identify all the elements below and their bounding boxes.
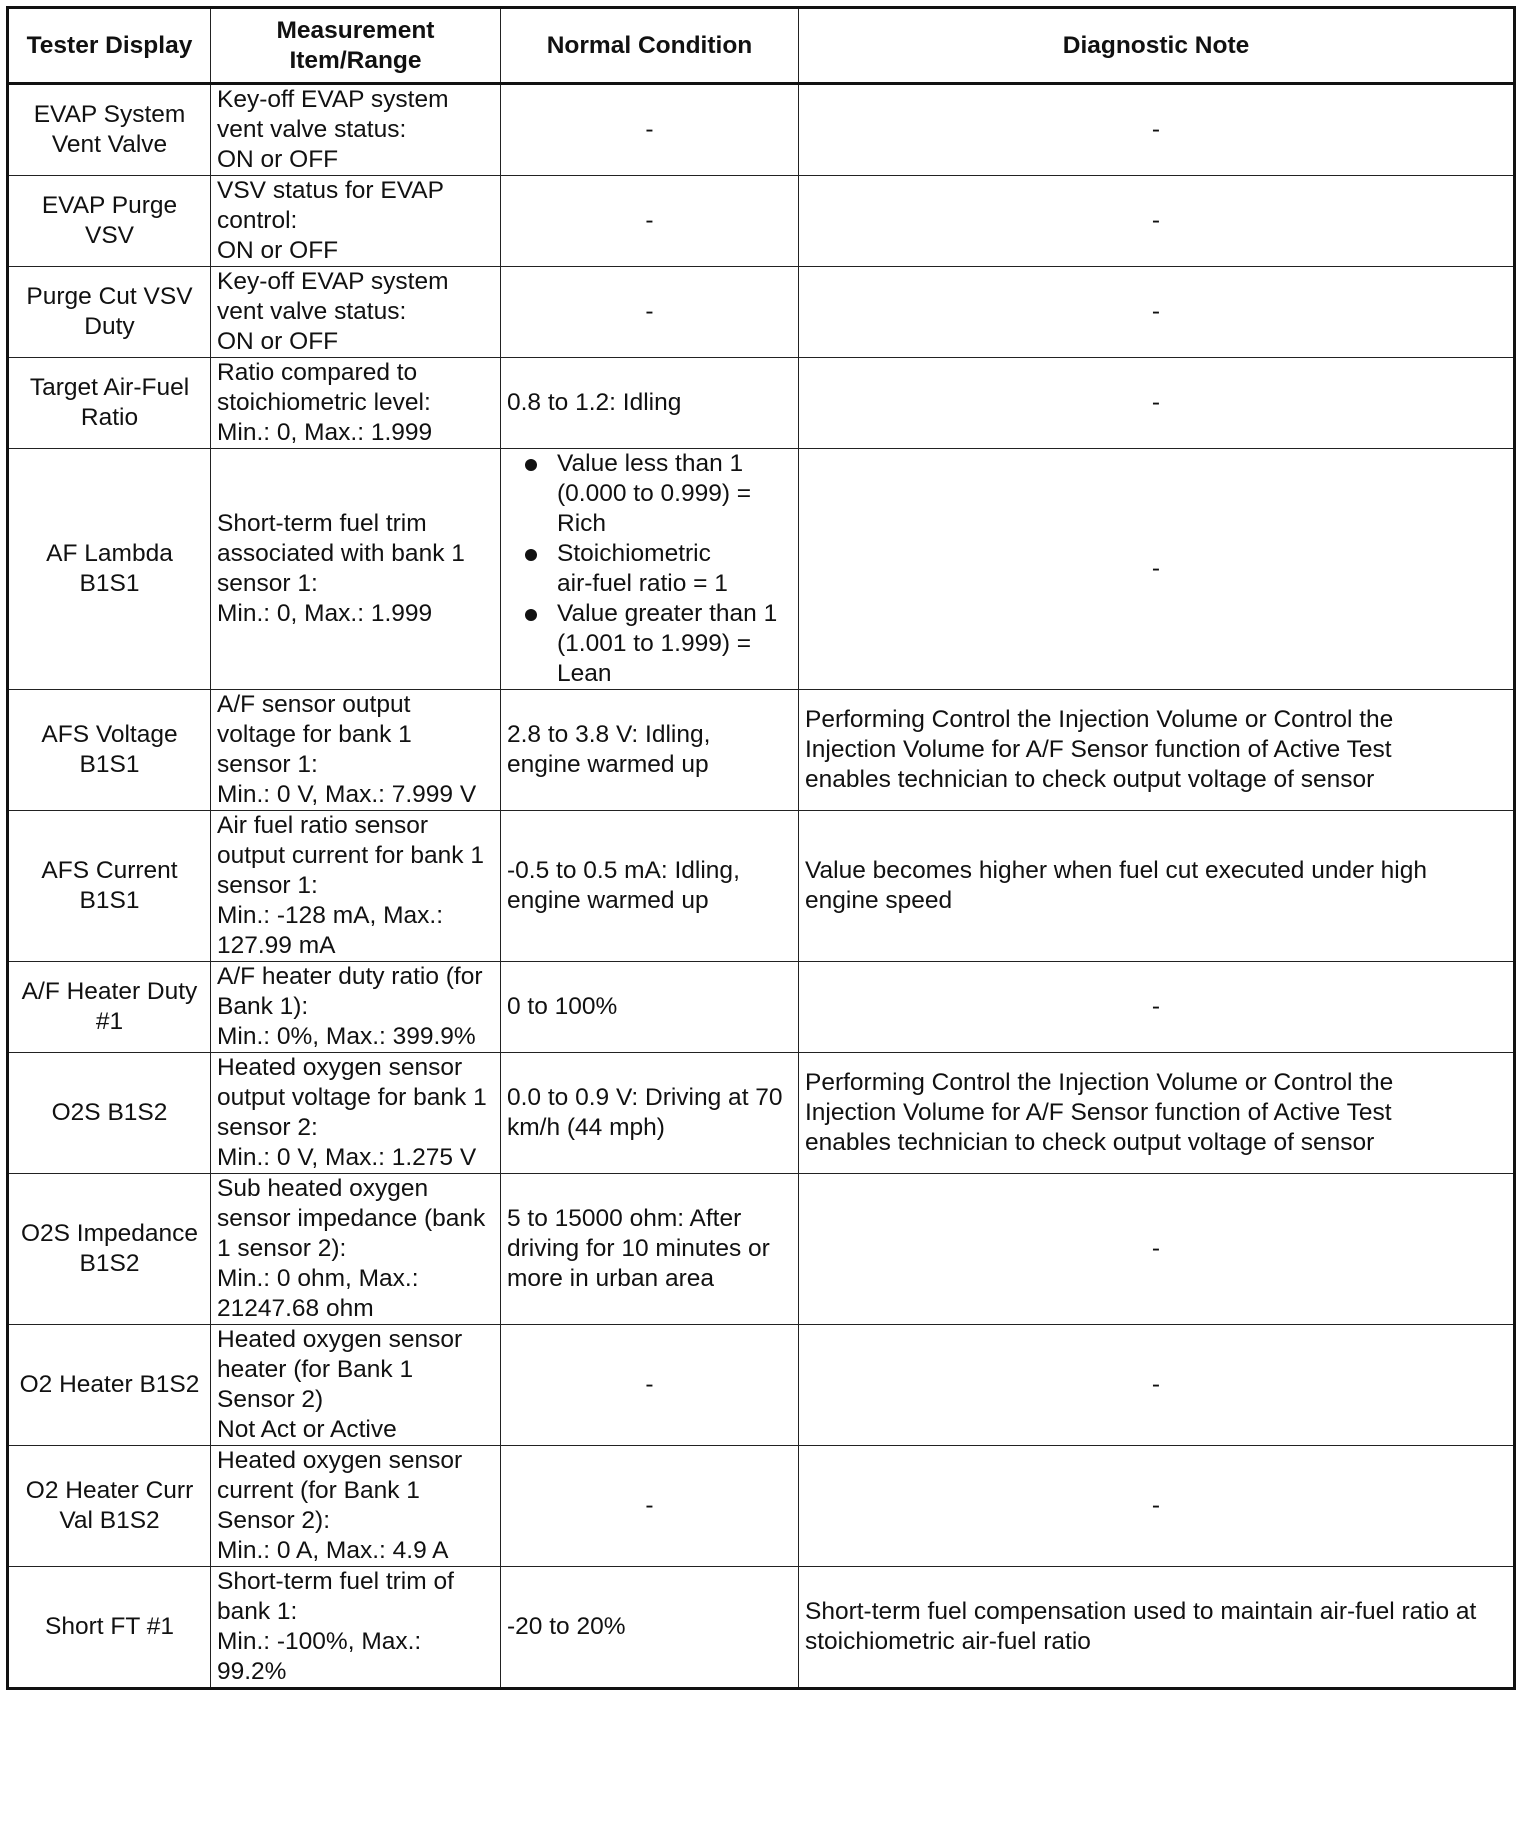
- measurement-line: output current for bank 1: [217, 842, 484, 869]
- measurement-line: sensor 1:: [217, 872, 318, 899]
- diagnostic-note-line: -: [1151, 298, 1161, 325]
- tester-display-line: EVAP Purge: [41, 192, 178, 219]
- normal-condition-line: 0 to 100%: [507, 993, 618, 1020]
- normal-condition-cell: [501, 1567, 799, 1689]
- tester-display-line: O2 Heater B1S2: [19, 1371, 200, 1398]
- diagnostic-note-line: Performing Control the Injection Volume or Control the: [805, 706, 1394, 733]
- tester-display-cell: [8, 1174, 211, 1325]
- measurement-line: Short-term fuel trim: [217, 510, 427, 537]
- table-row: [8, 176, 1515, 267]
- tester-display-line: EVAP System: [33, 101, 186, 128]
- normal-condition-cell: [501, 84, 799, 176]
- measurement-line: output voltage for bank 1: [217, 1084, 487, 1111]
- measurement-line: VSV status for EVAP: [217, 177, 444, 204]
- diagnostic-note-cell: [799, 811, 1515, 962]
- normal-condition-line: 2.8 to 3.8 V: Idling,: [507, 721, 711, 748]
- normal-condition-cell: [501, 1174, 799, 1325]
- normal-condition-line: -: [645, 298, 654, 325]
- tester-display-cell: [8, 449, 211, 690]
- bullet-item: [507, 539, 792, 599]
- header-measurement: [211, 8, 501, 84]
- header-diagnostic-note: Diagnostic Note: [799, 8, 1515, 84]
- table-row: [8, 811, 1515, 962]
- measurement-line: vent valve status:: [217, 116, 407, 143]
- normal-condition-line: 0.8 to 1.2: Idling: [507, 389, 682, 416]
- diagnostic-note-cell: [799, 84, 1515, 176]
- diagnostic-note-cell: [799, 690, 1515, 811]
- header-measurement-line: Measurement: [276, 16, 435, 44]
- tester-display-line: O2S Impedance: [20, 1220, 199, 1247]
- measurement-line: Bank 1):: [217, 993, 309, 1020]
- measurement-line: Key-off EVAP system: [217, 268, 449, 295]
- tester-display-cell: [8, 84, 211, 176]
- table-row: [8, 449, 1515, 690]
- measurement-cell: [211, 690, 501, 811]
- tester-display-line: AF Lambda: [46, 540, 173, 567]
- measurement-line: Key-off EVAP system: [217, 86, 449, 113]
- measurement-line: current (for Bank 1: [217, 1477, 420, 1504]
- normal-condition-bullet-list: [507, 449, 792, 689]
- measurement-line: stoichiometric level:: [217, 389, 431, 416]
- tester-display-line: Purge Cut VSV: [26, 283, 193, 310]
- diagnostic-note-line: Short-term fuel compensation used to maintain air-fuel ratio at: [805, 1598, 1477, 1625]
- tester-display-cell: [8, 267, 211, 358]
- normal-condition-line: -: [645, 1371, 654, 1398]
- tester-display-line: B1S2: [79, 1250, 140, 1277]
- normal-condition-line: engine warmed up: [507, 751, 709, 778]
- tester-display-line: AFS Current: [41, 857, 178, 884]
- diagnostic-note-line: Performing Control the Injection Volume or Control the: [805, 1069, 1394, 1096]
- tester-display-line: Short FT #1: [45, 1613, 174, 1640]
- tester-display-line: #1: [95, 1008, 124, 1035]
- tester-display-cell: [8, 1325, 211, 1446]
- diagnostic-note-line: -: [1151, 207, 1161, 234]
- measurement-line: Min.: -128 mA, Max.:: [217, 902, 444, 929]
- measurement-cell: [211, 267, 501, 358]
- measurement-line: Min.: 0, Max.: 1.999: [217, 419, 433, 446]
- normal-condition-line: driving for 10 minutes or: [507, 1235, 770, 1262]
- diagnostic-note-cell: [799, 962, 1515, 1053]
- tester-display-line: Val B1S2: [59, 1507, 160, 1534]
- tester-display-line: Target Air-Fuel: [29, 374, 190, 401]
- diagnostic-note-cell: [799, 1325, 1515, 1446]
- measurement-line: ON or OFF: [217, 146, 339, 173]
- tester-display-line: AFS Voltage: [41, 721, 178, 748]
- normal-condition-cell: [501, 1325, 799, 1446]
- table-row: [8, 267, 1515, 358]
- tester-display-line: O2S B1S2: [51, 1099, 168, 1126]
- diagnostic-note-line: -: [1151, 389, 1161, 416]
- measurement-line: voltage for bank 1: [217, 721, 412, 748]
- diagnostic-note-line: -: [1151, 1235, 1161, 1262]
- data-list-table: [6, 6, 1516, 1690]
- normal-condition-line: engine warmed up: [507, 887, 709, 914]
- measurement-line: ON or OFF: [217, 237, 339, 264]
- measurement-line: Min.: 0 ohm, Max.:: [217, 1265, 419, 1292]
- measurement-line: Sensor 2): [217, 1386, 324, 1413]
- measurement-line: bank 1:: [217, 1598, 298, 1625]
- measurement-line: Heated oxygen sensor: [217, 1326, 463, 1353]
- measurement-line: sensor impedance (bank: [217, 1205, 486, 1232]
- bullet-line: (1.001 to 1.999) =: [557, 630, 752, 657]
- measurement-cell: [211, 962, 501, 1053]
- diagnostic-note-cell: [799, 358, 1515, 449]
- diagnostic-note-cell: [799, 267, 1515, 358]
- measurement-cell: [211, 1567, 501, 1689]
- measurement-cell: [211, 1446, 501, 1567]
- diagnostic-note-line: Value becomes higher when fuel cut executed under high: [805, 857, 1427, 884]
- measurement-line: A/F heater duty ratio (for: [217, 963, 483, 990]
- bullet-line: air-fuel ratio = 1: [557, 570, 728, 597]
- measurement-line: 1 sensor 2):: [217, 1235, 347, 1262]
- diagnostic-note-line: engine speed: [805, 887, 953, 914]
- measurement-line: ON or OFF: [217, 328, 339, 355]
- measurement-line: Min.: 0%, Max.: 399.9%: [217, 1023, 476, 1050]
- normal-condition-cell: [501, 267, 799, 358]
- tester-display-line: O2 Heater Curr: [25, 1477, 194, 1504]
- measurement-line: Short-term fuel trim of: [217, 1568, 454, 1595]
- tester-display-cell: [8, 176, 211, 267]
- normal-condition-cell: [501, 449, 799, 690]
- normal-condition-cell: [501, 176, 799, 267]
- tester-display-line: B1S1: [79, 887, 140, 914]
- tester-display-line: B1S1: [79, 751, 140, 778]
- tester-display-line: A/F Heater Duty: [21, 978, 198, 1005]
- table-row: [8, 358, 1515, 449]
- table-row: [8, 690, 1515, 811]
- measurement-line: Min.: -100%, Max.:: [217, 1628, 422, 1655]
- measurement-cell: [211, 811, 501, 962]
- measurement-cell: [211, 1325, 501, 1446]
- diagnostic-note-line: -: [1151, 1371, 1161, 1398]
- measurement-line: Heated oxygen sensor: [217, 1447, 463, 1474]
- diagnostic-note-cell: [799, 176, 1515, 267]
- diagnostic-note-cell: [799, 1567, 1515, 1689]
- table-row: [8, 1053, 1515, 1174]
- measurement-line: vent valve status:: [217, 298, 407, 325]
- diagnostic-note-line: -: [1151, 1492, 1161, 1519]
- tester-display-line: Vent Valve: [51, 131, 168, 158]
- normal-condition-line: km/h (44 mph): [507, 1114, 665, 1141]
- measurement-cell: [211, 1053, 501, 1174]
- normal-condition-line: 5 to 15000 ohm: After: [507, 1205, 742, 1232]
- tester-display-cell: [8, 962, 211, 1053]
- tester-display-cell: [8, 358, 211, 449]
- measurement-line: Sensor 2):: [217, 1507, 331, 1534]
- tester-display-cell: [8, 1053, 211, 1174]
- normal-condition-line: -20 to 20%: [507, 1613, 626, 1640]
- diagnostic-note-cell: [799, 1053, 1515, 1174]
- header-tester-display: Tester Display: [8, 8, 211, 84]
- measurement-line: sensor 1:: [217, 570, 318, 597]
- normal-condition-cell: [501, 358, 799, 449]
- measurement-cell: [211, 176, 501, 267]
- diagnostic-note-line: -: [1151, 116, 1161, 143]
- bullet-line: Value greater than 1: [557, 600, 778, 627]
- header-row: [8, 8, 1515, 84]
- measurement-cell: [211, 84, 501, 176]
- normal-condition-line: -0.5 to 0.5 mA: Idling,: [507, 857, 740, 884]
- measurement-line: 99.2%: [217, 1658, 287, 1685]
- bullet-line: Lean: [557, 660, 612, 687]
- measurement-line: Min.: 0, Max.: 1.999: [217, 600, 433, 627]
- table-row: [8, 1446, 1515, 1567]
- diagnostic-note-line: enables technician to check output voltage of sensor: [805, 1129, 1375, 1156]
- measurement-line: heater (for Bank 1: [217, 1356, 414, 1383]
- normal-condition-cell: [501, 1446, 799, 1567]
- diagnostic-note-cell: [799, 449, 1515, 690]
- measurement-cell: [211, 449, 501, 690]
- measurement-line: Air fuel ratio sensor: [217, 812, 429, 839]
- table-row: [8, 1174, 1515, 1325]
- tester-display-line: B1S1: [79, 570, 140, 597]
- measurement-line: Sub heated oxygen: [217, 1175, 429, 1202]
- table-row: [8, 1325, 1515, 1446]
- bullet-line: (0.000 to 0.999) =: [557, 480, 752, 507]
- normal-condition-cell: [501, 1053, 799, 1174]
- measurement-line: control:: [217, 207, 298, 234]
- normal-condition-line: -: [645, 1492, 654, 1519]
- tester-display-cell: [8, 1446, 211, 1567]
- table-row: [8, 1567, 1515, 1689]
- measurement-cell: [211, 358, 501, 449]
- diagnostic-note-line: Injection Volume for A/F Sensor function of Active Test: [805, 736, 1392, 763]
- diagnostic-note-line: stoichiometric air-fuel ratio: [805, 1628, 1091, 1655]
- measurement-line: Min.: 0 V, Max.: 1.275 V: [217, 1144, 477, 1171]
- diagnostic-note-line: -: [1151, 993, 1161, 1020]
- measurement-line: 21247.68 ohm: [217, 1295, 374, 1322]
- normal-condition-cell: [501, 811, 799, 962]
- tester-display-line: Duty: [84, 313, 135, 340]
- bullet-line: Rich: [557, 510, 607, 537]
- measurement-line: sensor 1:: [217, 751, 318, 778]
- measurement-line: Min.: 0 V, Max.: 7.999 V: [217, 781, 477, 808]
- header-normal-condition: Normal Condition: [501, 8, 799, 84]
- normal-condition-cell: [501, 962, 799, 1053]
- diagnostic-note-cell: [799, 1446, 1515, 1567]
- bullet-line: Stoichiometric: [557, 540, 711, 567]
- measurement-line: sensor 2:: [217, 1114, 318, 1141]
- measurement-line: associated with bank 1: [217, 540, 465, 567]
- bullet-item: [507, 599, 792, 689]
- tester-display-cell: [8, 690, 211, 811]
- tester-display-cell: [8, 811, 211, 962]
- bullet-line: Value less than 1: [557, 450, 744, 477]
- measurement-line: Heated oxygen sensor: [217, 1054, 463, 1081]
- normal-condition-line: more in urban area: [507, 1265, 715, 1292]
- diagnostic-note-line: enables technician to check output voltage of sensor: [805, 766, 1375, 793]
- measurement-line: Ratio compared to: [217, 359, 418, 386]
- measurement-line: 127.99 mA: [217, 932, 336, 959]
- tester-display-line: Ratio: [80, 404, 139, 431]
- measurement-line: Not Act or Active: [217, 1416, 397, 1443]
- measurement-cell: [211, 1174, 501, 1325]
- normal-condition-line: 0.0 to 0.9 V: Driving at 70: [507, 1084, 783, 1111]
- tester-display-cell: [8, 1567, 211, 1689]
- measurement-line: A/F sensor output: [217, 691, 411, 718]
- bullet-dot-icon: [525, 549, 537, 561]
- bullet-item: [507, 449, 792, 539]
- diagnostic-note-cell: [799, 1174, 1515, 1325]
- normal-condition-line: -: [645, 116, 654, 143]
- header-measurement-line: Item/Range: [289, 46, 422, 74]
- tester-display-line: VSV: [84, 222, 135, 249]
- normal-condition-line: -: [645, 207, 654, 234]
- diagnostic-note-line: -: [1151, 555, 1161, 582]
- bullet-dot-icon: [525, 459, 537, 471]
- measurement-line: Min.: 0 A, Max.: 4.9 A: [217, 1537, 449, 1564]
- table-row: [8, 962, 1515, 1053]
- normal-condition-cell: [501, 690, 799, 811]
- diagnostic-note-line: Injection Volume for A/F Sensor function of Active Test: [805, 1099, 1392, 1126]
- bullet-dot-icon: [525, 609, 537, 621]
- table-row: [8, 84, 1515, 176]
